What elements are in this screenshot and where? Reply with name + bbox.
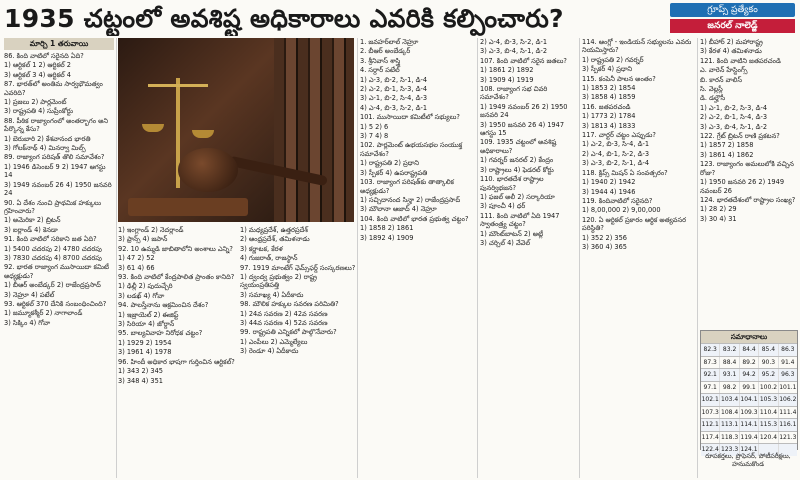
question-line: 1) బీహార్ 2) మహారాష్ట్ర <box>700 38 763 46</box>
answer-cell: 109.3 <box>739 407 758 419</box>
gavel-scale-photo <box>118 38 354 222</box>
answer-row <box>701 393 797 406</box>
books-image <box>274 38 354 222</box>
question-line: 118. క్రిప్స్ మిషన్ ఏ సంవత్సరం? <box>582 168 668 177</box>
answer-cell: 107.3 <box>701 408 719 416</box>
question-line: 1) 1946 డిసెంబర్ 9 2) 1947 ఆగస్టు 14 <box>4 162 106 180</box>
question-line: 3) సిక్కిం 4) గోవా <box>4 318 51 327</box>
question-line: 2) ఎ-2, బి-1, సి-3, డి-4 <box>360 85 428 94</box>
question-line: 1) 28 2) 29 <box>700 205 737 214</box>
answer-cell: 124.1 <box>739 444 758 456</box>
question-line: 3) 1892 4) 1909 <box>360 233 414 242</box>
question-line: 3) ఎ-3, బి-2, సి-1, డి-4 <box>582 159 650 168</box>
question-line: 115. కంపెనీ పాలన అంతం? <box>582 74 656 83</box>
question-line: 1) సచ్చిదానంద సిన్హా 2) రాజేంద్రప్రసాద్ <box>360 195 461 204</box>
question-line: 114. ఆంగ్లో - ఇండియన్ సభ్యులను ఎవరు నియమిస్తారు? <box>582 38 692 55</box>
question-line: 1) 343 2) 345 <box>118 367 163 376</box>
question-line: 2. బీఆర్ అంబేడ్కర్ <box>360 47 411 56</box>
question-line: 3) 1813 4) 1833 <box>582 121 636 130</box>
question-line: 91. కింది వాటిలో సరికాని జత ఏది? <box>4 235 97 244</box>
answer-cell: 117.4 <box>701 433 719 441</box>
question-line: 3) మౌలానా ఆజాద్ 4) నెహ్రూ <box>360 205 437 214</box>
question-line: 2) ఎ-4, బి-3, సి-2, డి-1 <box>480 38 548 46</box>
question-line: 3) స్పీకర్ 4) ఉపరాష్ట్రపతి <box>360 168 428 177</box>
question-line: 124. భారతదేశంలో రాష్ట్రాల సంఖ్య? <box>700 195 796 204</box>
question-line: 2) ఆంధ్రప్రదేశ్, తమిళనాడు <box>240 235 310 244</box>
question-line: 1) ఢిల్లీ 2) పుదుచ్చేరి <box>118 282 173 291</box>
question-line: 3) కర్ణాటక, కేరళ <box>240 244 283 253</box>
question-line: 3) 1949 నవంబర్ 26 4) 1950 జనవరి 24 <box>4 180 112 198</box>
answer-cell: 112.1 <box>701 421 719 428</box>
question-line: 1) ఎ-2, బి-3, సి-4, డి-1 <box>582 140 650 149</box>
question-line: 1) ఎ-3, బి-2, సి-1, డి-4 <box>360 75 428 84</box>
question-line: 3) పూంచీ 4) ధర్ <box>480 202 526 211</box>
question-line: 88. పీఠిక రాజ్యాంగంలో అంతర్భాగం అని పేర్కొన్న కేసు? <box>4 116 109 134</box>
question-line: 1) 1853 2) 1854 <box>582 84 636 93</box>
question-line: 1) 352 2) 356 <box>582 233 627 242</box>
question-line: 99. రాష్ట్రపతి ఎన్నికలో పాల్గొనేవారు? <box>240 328 337 337</box>
question-line: 1. జవహర్‌లాల్ నెహ్రూ <box>360 38 419 46</box>
question-line: 1) రాష్ట్రపతి 2) ప్రధాని <box>360 159 419 168</box>
question-line: 3. శ్రీనివాస్ శాస్త్రి <box>360 56 401 65</box>
question-line: 3) 30 4) 31 <box>700 214 737 223</box>
question-line: 86. కింది వాటిలో సరైనది ఏది? <box>4 52 84 60</box>
question-line: 1) 47 2) 52 <box>118 254 155 263</box>
question-line: 3) సిరియా 4) జోర్డాన్ <box>118 320 175 329</box>
question-line: 3) 1944 4) 1946 <box>582 187 636 196</box>
answer-cell: 115.3 <box>758 419 777 431</box>
question-line: 3) రెండూ 4) ఏదీకాదు <box>240 347 299 356</box>
question-line: 3) రాష్ట్రాలు 4) ఫెడరల్ కోర్టు <box>480 165 554 174</box>
question-line: 3) చర్చిల్ 4) వేవెల్ <box>480 238 531 247</box>
answer-cell: 99.1 <box>739 382 758 394</box>
question-line: 123. రాజ్యాంగం అమలులోకి వచ్చిన రోజు? <box>700 160 794 177</box>
answer-cell: 92.1 <box>703 371 717 378</box>
question-line: 1) ఫజల్ అలీ 2) సర్కారియా <box>480 192 555 201</box>
answer-cell: 116.1 <box>778 419 797 431</box>
question-line: 122. గ్రేట్ బ్రిటన్ రాణి ప్రకటన? <box>700 132 780 141</box>
answer-cell: 82.3 <box>703 346 717 353</box>
question-line: 1) 1858 2) 1861 <box>360 224 414 233</box>
question-line: 90. ఏ దేశం నుంచి ప్రాథమిక హక్కులు గ్రహించారు? <box>4 198 101 215</box>
answer-row <box>701 343 797 356</box>
question-line: 98. మౌలిక హక్కుల సవరణ పరిమితి? <box>240 300 339 309</box>
question-line: సి. వెల్లస్లీ <box>700 85 723 94</box>
question-line: 3) సమాఖ్య 4) ఏదీకాదు <box>240 290 304 299</box>
section-head: మార్చి 1 తరువాయి <box>4 38 114 50</box>
group-tag: గ్రూప్స్ ప్రత్యేకం <box>670 3 795 17</box>
answer-cell: 110.4 <box>758 407 777 419</box>
question-line: 121. కింది వాటిని జతపరచండి <box>700 56 781 65</box>
question-line: 3) లడఖ్ 4) గోవా <box>118 291 165 300</box>
answer-cell: 94.2 <box>739 369 758 381</box>
question-line: 1) 1861 2) 1892 <box>480 66 534 75</box>
question-line: 119. కిందివాటిలో సరైనది? <box>582 196 653 205</box>
answer-cell: 113.1 <box>719 419 738 431</box>
question-line: 1) 1950 జనవరి 26 2) 1949 నవంబర్ 26 <box>700 178 785 195</box>
question-line: 1) ప్రజలు 2) పార్లమెంట్ <box>4 98 67 107</box>
answer-row <box>701 406 797 419</box>
answers-title: సమాధానాలు <box>701 331 797 343</box>
question-line: 1) 24వ సవరణ 2) 42వ సవరణ <box>240 309 328 318</box>
question-line: 3) 7830 చదరపు 4) 8700 చదరపు <box>4 253 102 262</box>
answer-cell: 85.4 <box>758 344 777 356</box>
question-line: 89. రాజ్యాంగ పరిషత్ తొలి సమావేశం? <box>4 153 105 162</box>
question-line: 3) 360 4) 365 <box>582 242 627 251</box>
answer-cell: 88.4 <box>719 357 738 369</box>
answer-cell: 103.4 <box>719 394 738 406</box>
question-line: 3) ఎ-1, బి-2, సి-4, డి-3 <box>360 94 428 103</box>
answer-cell: 86.3 <box>778 344 797 356</box>
answer-cell: 96.3 <box>778 369 797 381</box>
question-line: 104. కింది వాటిలో భారత ప్రభుత్వ చట్టం? <box>360 214 469 223</box>
column-3 <box>240 226 356 478</box>
subject-tag: జనరల్ నాలెడ్జ్ <box>670 19 795 33</box>
question-line: 108. రాజ్యాంగ సభ చివరి సమావేశం? <box>480 85 548 102</box>
question-line: 103. రాజ్యాంగ పరిషత్‌కు తాత్కాలిక అధ్యక్షుడు? <box>360 178 454 195</box>
question-line: 97. 1919 మాంటేగ్ ఛెమ్స్‌ఫర్డ్ సంస్కరణలు? <box>240 263 356 272</box>
question-line: 3) నెహ్రూ 4) పటేల్ <box>4 290 55 299</box>
question-line: 3) ఎ-3, బి-4, సి-1, డి-2 <box>700 122 768 131</box>
answer-cell: 122.4 <box>701 446 719 453</box>
question-line: 102. పార్లమెంట్ ఉభయసభల సంయుక్త సమావేశం? <box>360 141 463 158</box>
question-line: 1) అమెరికా 2) బ్రిటన్ <box>4 216 61 225</box>
answer-cell: 95.2 <box>758 369 777 381</box>
headline: 1935 చట్టంలో అవశిష్ట అధికారాలు ఎవరికి కల్పించారు? <box>4 4 564 33</box>
column-7 <box>700 38 796 326</box>
answer-cell: 93.1 <box>719 369 738 381</box>
question-line: 1) 5 2) 6 <box>360 122 389 131</box>
question-line: 3) 1961 4) 1978 <box>118 348 172 357</box>
question-line: 110. భారతదేశ రాష్ట్రాల పునర్విభజన? <box>480 175 544 192</box>
question-line: 3) 1861 4) 1862 <box>700 150 754 159</box>
question-line: 1) ఇంగ్లాండ్ 2) నెదర్లాండ్ <box>118 226 184 234</box>
answer-cell: 91.4 <box>778 357 797 369</box>
column-5 <box>480 38 578 478</box>
question-line: 1) రాష్ట్రపతి 2) గవర్నర్ <box>582 55 644 64</box>
question-line: 109. 1935 చట్టంలో అవశిష్ట అధికారాలు? <box>480 138 557 155</box>
question-line: 93. ఆర్టికల్ 370 దేనికి సంబంధించింది? <box>4 299 107 308</box>
answer-cell: 105.3 <box>758 394 777 406</box>
question-line: 3) గోలక్‌నాథ్ 4) మినర్వా మిల్స్ <box>4 144 86 153</box>
answer-cell: 102.1 <box>701 396 719 403</box>
answer-cell: 118.3 <box>719 432 738 444</box>
question-line: 1) ఆర్టికల్ 1 2) ఆర్టికల్ 2 <box>4 61 71 70</box>
question-line: 1) 1940 2) 1942 <box>582 178 636 187</box>
question-line: 1) గవర్నర్ జనరల్ 2) కేంద్రం <box>480 156 554 165</box>
answer-cell: 114.1 <box>739 419 758 431</box>
answer-cell: 100.2 <box>758 382 777 394</box>
question-line: 3) 7 4) 8 <box>360 132 389 141</box>
question-line: 1) మధ్యప్రదేశ్, ఉత్తరప్రదేశ్ <box>240 226 308 234</box>
column-2 <box>118 226 236 478</box>
question-line: 3) 1950 జనవరి 26 4) 1947 ఆగస్టు 15 <box>480 120 565 138</box>
answers-table <box>700 330 798 453</box>
question-line: 111. కింది వాటిలో ఏది 1947 స్వాతంత్ర్య చట్టం? <box>480 211 560 229</box>
question-line: 96. హిందీ అధికార భాషగా గుర్తించిన ఆర్టికల్? <box>118 357 235 366</box>
question-line: 1) 1857 2) 1858 <box>700 141 754 150</box>
answer-cell: 111.4 <box>778 407 797 419</box>
question-line: 1) 1949 నవంబర్ 26 2) 1950 జనవరి 24 <box>480 102 568 120</box>
question-line: 3) ఐర్లాండ్ 4) కెనడా <box>4 225 58 234</box>
question-line: 3) స్పీకర్ 4) ప్రధాని <box>582 65 633 74</box>
question-line: 3) 1909 4) 1919 <box>480 75 534 84</box>
question-line: 4) గుజరాత్, రాజస్థాన్ <box>240 254 298 263</box>
answer-cell: 97.1 <box>703 383 717 391</box>
answer-cell: 89.2 <box>739 357 758 369</box>
question-line: 1) జమ్మూకశ్మీర్ 2) నాగాలాండ్ <box>4 309 83 318</box>
question-line: 3) 61 4) 66 <box>118 263 155 272</box>
answer-cell: 90.3 <box>758 357 777 369</box>
answer-row <box>701 356 797 369</box>
question-line: 120. ఏ ఆర్టికల్ ప్రకారం ఆర్థిక అత్యవసర పరిస్థితి? <box>582 215 687 233</box>
answer-cell: 121.3 <box>778 432 797 444</box>
answer-row <box>701 418 797 431</box>
question-line: 2) ఎ-4, బి-1, సి-2, డి-3 <box>582 149 650 158</box>
question-line: 3) ఎ-3, బి-4, సి-1, డి-2 <box>480 47 548 56</box>
author-note: రూపకర్తలు, ప్రొఫెసర్, పోటీపరీక్షలు, హనుమకొండ <box>705 452 791 468</box>
answer-cell: 98.2 <box>719 382 738 394</box>
answer-cell: 106.2 <box>778 394 797 406</box>
answer-cell: 104.1 <box>739 394 758 406</box>
column-6 <box>582 38 696 478</box>
question-line: 1) బెరుబారి 2) కేశవానంద భారతి <box>4 134 91 143</box>
question-line: 92. భారత రాజ్యాంగ ముసాయిదా కమిటీ అధ్యక్షుడు? <box>4 263 110 280</box>
question-line: 3) ఫ్రాన్స్ 4) జపాన్ <box>118 235 168 244</box>
question-line: 1) 5400 చదరపు 2) 4780 చదరపు <box>4 244 102 253</box>
column-1 <box>4 52 116 478</box>
answer-cell: 101.1 <box>778 382 797 394</box>
question-line: 93. కింది వాటిలో కేంద్రపాలిత ప్రాంతం కానిది? <box>118 273 235 282</box>
question-line: 116. జతపరచండి <box>582 102 631 111</box>
question-line: ఎ. వారెన్ హేస్టింగ్స్ <box>700 66 748 75</box>
question-line: 117. చార్టర్ చట్టం ఎప్పుడు? <box>582 131 656 140</box>
question-line: 3) రాష్ట్రపతి 4) సుప్రీంకోర్టు <box>4 107 73 116</box>
question-line: 1) బీఆర్ అంబేడ్కర్ 2) రాజేంద్రప్రసాద్ <box>4 281 101 290</box>
question-line: 92. 10 ఉమ్మడి జాబితాలోని అంశాలు ఎన్ని? <box>118 244 233 253</box>
answer-cell: 87.3 <box>703 358 717 366</box>
question-line: 87. భారత్‌లో అంతిమ సార్వభౌమత్వం ఎవరిది? <box>4 80 103 97</box>
question-line: 1) ఎ-1, బి-2, సి-3, డి-4 <box>700 103 768 112</box>
answer-cell: 119.4 <box>739 432 758 444</box>
question-line: డి. డల్హౌసీ <box>700 94 726 103</box>
answer-cell: 123.3 <box>719 444 738 456</box>
question-line: 1) మౌంట్‌బాటన్ 2) అట్లీ <box>480 229 544 238</box>
question-line: 1) 1773 2) 1784 <box>582 112 636 121</box>
question-line: 1) 8,00,000 2) 9,00,000 <box>582 206 661 215</box>
question-line: 3) ఆర్టికల్ 3 4) ఆర్టికల్ 4 <box>4 70 71 79</box>
question-line: 1) 1929 2) 1954 <box>118 338 172 347</box>
question-line: 4) ఎ-4, బి-3, సి-2, డి-1 <box>360 103 428 112</box>
question-line: 3) 44వ సవరణ 4) 52వ సవరణ <box>240 319 328 328</box>
answer-row <box>701 368 797 381</box>
question-line: 95. బాల్యవివాహ నిరోధక చట్టం? <box>118 329 203 338</box>
answer-cell: 83.2 <box>719 344 738 356</box>
answer-row <box>701 381 797 394</box>
question-line: 3) కేరళ 4) తమిళనాడు <box>700 47 762 56</box>
question-line: 1) ద్వంద్వ ప్రభుత్వం 2) రాష్ట్ర స్వయంప్రతిపత్తి <box>240 273 317 290</box>
question-line: బి. కారన్ వాలిస్ <box>700 75 742 84</box>
question-line: 94. పాలస్తీనాను ఆక్రమించిన దేశం? <box>118 301 209 310</box>
question-line: 107. కింది వాటిలో సరైన జతలు? <box>480 56 567 65</box>
question-line: 1) ఇజ్రాయెల్ 2) ఈజిప్ట్ <box>118 310 179 319</box>
question-line: 2) ఎ-2, బి-1, సి-4, డి-3 <box>700 113 768 122</box>
answer-cell: 120.4 <box>758 432 777 444</box>
column-4 <box>360 38 475 478</box>
question-line: 101. ముసాయిదా కమిటీలో సభ్యులు? <box>360 113 460 122</box>
answer-cell: 108.4 <box>719 407 738 419</box>
answer-row <box>701 431 797 444</box>
question-line: 4. సర్దార్ పటేల్ <box>360 66 400 75</box>
answer-cell: 84.4 <box>739 344 758 356</box>
question-line: 3) 1858 4) 1859 <box>582 93 636 102</box>
question-line: 1) ఎంపీలు 2) ఎమ్మెల్యేలు <box>240 337 308 346</box>
question-line: 3) 348 4) 351 <box>118 376 163 385</box>
